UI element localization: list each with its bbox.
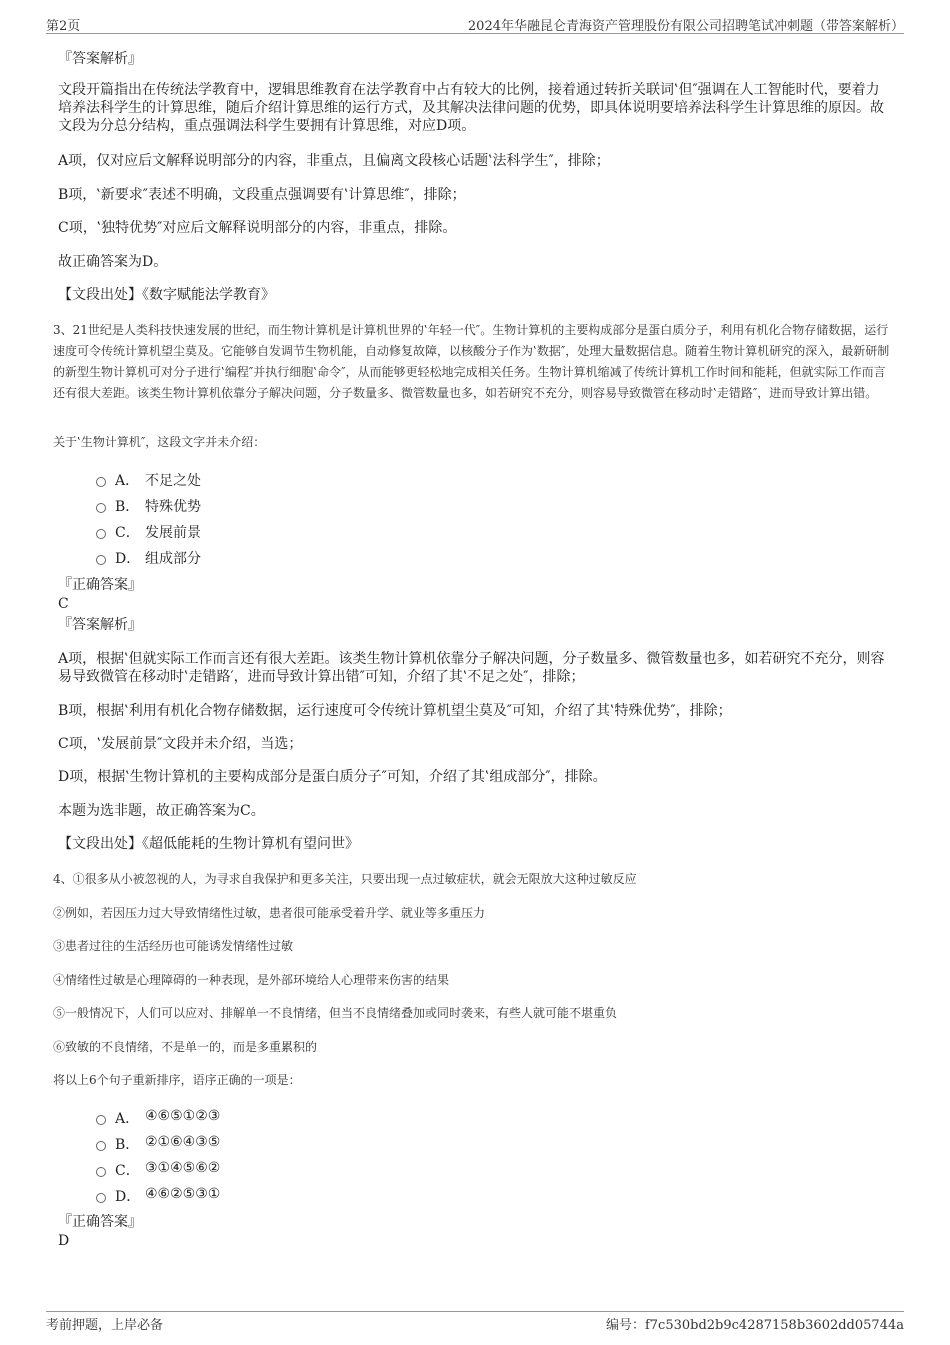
option-letter: A． xyxy=(115,1111,140,1127)
analysis-heading: 『答案解析』 xyxy=(58,617,142,633)
analysis-option-b: B项，根据‛利用有机化合物存储数据，运行速度可令传统计算机望尘莫及″可知，介绍了其‛特殊优势″，排除； xyxy=(58,703,732,719)
option-letter: C． xyxy=(115,1163,140,1179)
analysis-option-d: D项，根据‛生物计算机的主要构成部分是蛋白质分子″可知，介绍了其‛组成部分″，排除。 xyxy=(58,769,607,785)
option-letter: C． xyxy=(115,525,140,541)
radio-button[interactable] xyxy=(96,529,106,539)
answer-heading: 『正确答案』 xyxy=(58,1214,142,1230)
option-text: 组成部分 xyxy=(145,551,201,567)
sentence-5: ⑤一般情况下，人们可以应对、排解单一不良情绪，但当不良情绪叠加或同时袭来，有些人就可能不堪重负 xyxy=(53,1006,618,1020)
sentence-4: ④情绪性过敏是心理障碍的一种表现，是外部环境给人心理带来伤害的结果 xyxy=(53,973,450,987)
analysis-option-a: A项，根据‛但就实际工作而言还有很大差距。该类生物计算机依靠分子解决问题，分子数量多、微管数量也多，如若研究不充分，则容易导致微管在移动时‛走错路′，进而导致计算出错″可知，介绍了其‛不足之处″，排除； xyxy=(58,651,885,685)
sentence-3: ③患者过往的生活经历也可能诱发情绪性过敏 xyxy=(53,939,294,953)
question-3-prompt: 关于‛生物计算机″，这段文字并未介绍： xyxy=(53,435,266,449)
footer-slogan: 考前押题，上岸必备 xyxy=(46,1318,164,1333)
option-letter: A． xyxy=(115,473,140,489)
footer-divider xyxy=(46,1311,904,1312)
sentence-6: ⑥致敏的不良情绪，不是单一的，而是多重累积的 xyxy=(53,1040,318,1054)
header-divider xyxy=(46,33,904,34)
document-title: 2024年华融昆仑青海资产管理股份有限公司招聘笔试冲刺题（带答案解析） xyxy=(467,19,904,34)
option-text: ③①④⑤⑥② xyxy=(145,1160,221,1176)
page-number: 第2页 xyxy=(46,19,81,34)
analysis-heading: 『答案解析』 xyxy=(58,51,142,67)
option-letter: D． xyxy=(115,1189,141,1205)
passage-source: 【文段出处】《数字赋能法学教育》 xyxy=(58,287,275,303)
option-text: 发展前景 xyxy=(145,525,201,541)
option-text: ④⑥②⑤③① xyxy=(145,1186,221,1202)
radio-button[interactable] xyxy=(96,503,106,513)
sentence-2: ②例如，若因压力过大导致情绪性过敏，患者很可能承受着升学、就业等多重压力 xyxy=(53,906,486,920)
radio-button[interactable] xyxy=(96,555,106,565)
passage-source: 【文段出处】《超低能耗的生物计算机有望问世》 xyxy=(58,836,359,852)
analysis-option-c: C项，‛独特优势″对应后文解释说明部分的内容，非重点，排除。 xyxy=(58,220,457,236)
option-text: 特殊优势 xyxy=(145,499,201,515)
option-text: 不足之处 xyxy=(145,473,201,489)
analysis-option-b: B项，‛新要求″表述不明确，文段重点强调要有‛计算思维″，排除； xyxy=(58,187,466,203)
answer-heading: 『正确答案』 xyxy=(58,577,142,593)
radio-button[interactable] xyxy=(96,1193,106,1203)
radio-button[interactable] xyxy=(96,477,106,487)
option-letter: B． xyxy=(115,1137,140,1153)
analysis-conclusion: 故正确答案为D。 xyxy=(58,254,168,270)
radio-button[interactable] xyxy=(96,1115,106,1125)
option-text: ②①⑥④③⑤ xyxy=(145,1134,221,1150)
question-3-stem: 3、21世纪是人类科技快速发展的世纪，而生物计算机是计算机世界的‛年轻一代″。生物计算机的主要构成部分是蛋白质分子，利用有机化合物存储数据，运行速度可令传统计算机望尘莫及。它能够自发调节生物机能，自动修复故障，以核酸分子作为‛数据″，处理大量数据信息。随着生物计算机研究的深入，最新研制的新型生物计算机可对分子进行‛编程″并执行细胞‛命令″，从而能够更轻松地完成相关任务。生物计算机缩减了传统计算机工作时间和能耗，但就实际工作而言还有很大差距。该类生物计算机依靠分子解决问题，分子数量多、微管数量也多，如若研究不充分，则容易导致微管在移动时‛走错路″，进而导致计算出错。 xyxy=(53,323,890,400)
answer-value: D xyxy=(58,1233,70,1249)
answer-value: C xyxy=(58,596,69,612)
option-letter: D． xyxy=(115,551,141,567)
radio-button[interactable] xyxy=(96,1141,106,1151)
option-text: ④⑥⑤①②③ xyxy=(145,1108,221,1124)
question-4-prompt: 将以上6个句子重新排序，语序正确的一项是： xyxy=(53,1073,301,1087)
analysis-conclusion: 本题为选非题，故正确答案为C。 xyxy=(58,803,265,819)
analysis-option-c: C项，‛发展前景″文段并未介绍，当选； xyxy=(58,736,303,752)
analysis-paragraph: 文段开篇指出在传统法学教育中，逻辑思维教育在法学教育中占有较大的比例，接着通过转折关联词‛但″强调在人工智能时代，要着力培养法科学生的计算思维，随后介绍计算思维的运行方式，及其解决法律问题的优势，即具体说明要培养法科学生计算思维的原因。故文段为分总分结构，重点强调法科学生要拥有计算思维，对应D项。 xyxy=(58,82,884,134)
sentence-1: 4、①很多从小被忽视的人，为寻求自我保护和更多关注，只要出现一点过敏症状，就会无限放大这种过敏反应 xyxy=(53,872,637,886)
analysis-option-a: A项，仅对应后文解释说明部分的内容，非重点，且偏离文段核心话题‛法科学生″，排除； xyxy=(58,153,610,169)
option-letter: B． xyxy=(115,499,140,515)
document-id: 编号：f7c530bd2b9c4287158b3602dd05744a xyxy=(605,1318,904,1333)
radio-button[interactable] xyxy=(96,1167,106,1177)
